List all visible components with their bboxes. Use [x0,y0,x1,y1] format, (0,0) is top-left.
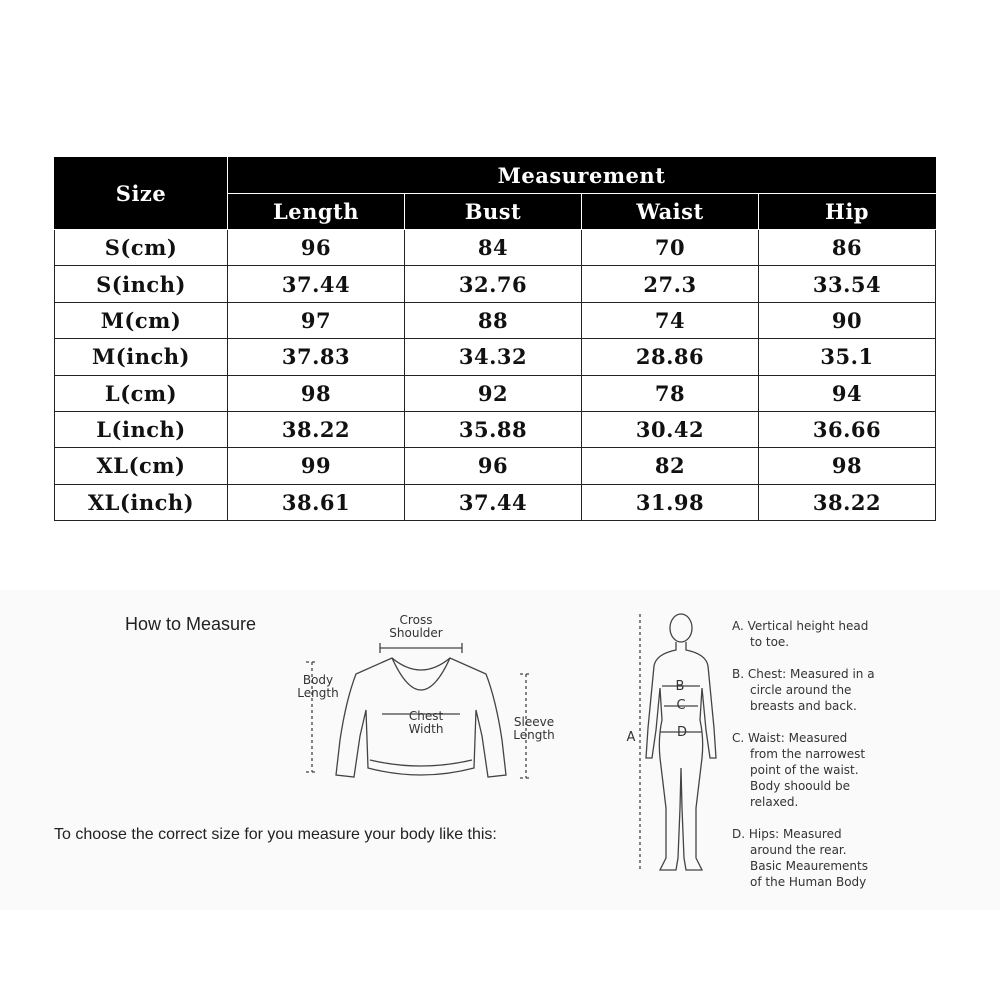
column-header-bust: Bust [405,194,582,230]
waist-cell: 27.3 [582,266,759,302]
size-header: Size [55,158,228,230]
length-cell: 96 [228,230,405,266]
length-cell: 38.61 [228,484,405,520]
hip-cell: 38.22 [759,484,936,520]
length-cell: 99 [228,448,405,484]
body-outline [646,642,716,870]
head-outline [670,614,692,642]
bust-cell: 32.76 [405,266,582,302]
size-cell: L(cm) [55,375,228,411]
bust-cell: 34.32 [405,339,582,375]
hip-cell: 36.66 [759,411,936,447]
note-hips: D. Hips: Measured around the rear. Basic Meaurements of the Human Body [732,827,868,889]
size-cell: L(inch) [55,411,228,447]
waist-cell: 70 [582,230,759,266]
size-cell: XL(cm) [55,448,228,484]
table-row [55,411,936,447]
column-header-waist: Waist [582,194,759,230]
bust-cell: 96 [405,448,582,484]
table-row [55,375,936,411]
body-marker-b: B [675,679,685,694]
body-marker-c: C [676,698,686,713]
hip-cell: 86 [759,230,936,266]
cross-shoulder-arrow [380,643,462,653]
body-length-label: Body Length [297,673,339,700]
how-to-measure-title: How to Measure [125,614,257,634]
chest-width-label: Chest Width [408,709,444,736]
note-chest: B. Chest: Measured in a circle around the breasts and back. [732,667,875,713]
choose-size-instruction: To choose the correct size for you measure your body like this: [54,826,497,843]
bust-cell: 88 [405,302,582,338]
size-cell: M(cm) [55,302,228,338]
waist-cell: 28.86 [582,339,759,375]
size-cell: S(cm) [55,230,228,266]
waist-cell: 74 [582,302,759,338]
table-row [55,484,936,520]
size-cell: S(inch) [55,266,228,302]
waist-cell: 31.98 [582,484,759,520]
length-cell: 37.83 [228,339,405,375]
sleeve-length-label: Sleeve Length [513,715,555,742]
waist-cell: 82 [582,448,759,484]
body-figure-diagram [626,608,736,883]
bust-cell: 92 [405,375,582,411]
note-waist: C. Waist: Measured from the narrowest point of the waist. Body shoould be relaxed. [732,731,866,809]
hip-cell: 94 [759,375,936,411]
note-height: A. Vertical height head to toe. [732,619,869,649]
column-header-hip: Hip [759,194,936,230]
hip-cell: 35.1 [759,339,936,375]
cross-shoulder-label: Cross Shoulder [389,613,443,640]
body-marker-d: D [676,725,687,740]
measurement-header: Measurement [228,158,936,194]
length-cell: 37.44 [228,266,405,302]
table-row [55,266,936,302]
body-marker-a: A [626,730,636,745]
table-row [55,230,936,266]
length-cell: 98 [228,375,405,411]
hip-cell: 98 [759,448,936,484]
bust-cell: 84 [405,230,582,266]
length-cell: 97 [228,302,405,338]
hip-cell: 90 [759,302,936,338]
table-row [55,302,936,338]
size-cell: XL(inch) [55,484,228,520]
bust-cell: 35.88 [405,411,582,447]
waist-cell: 30.42 [582,411,759,447]
hip-cell: 33.54 [759,266,936,302]
table-row [55,339,936,375]
size-cell: M(inch) [55,339,228,375]
waist-cell: 78 [582,375,759,411]
bust-cell: 37.44 [405,484,582,520]
length-cell: 38.22 [228,411,405,447]
size-chart-table [54,157,936,521]
column-header-length: Length [228,194,405,230]
table-row [55,448,936,484]
